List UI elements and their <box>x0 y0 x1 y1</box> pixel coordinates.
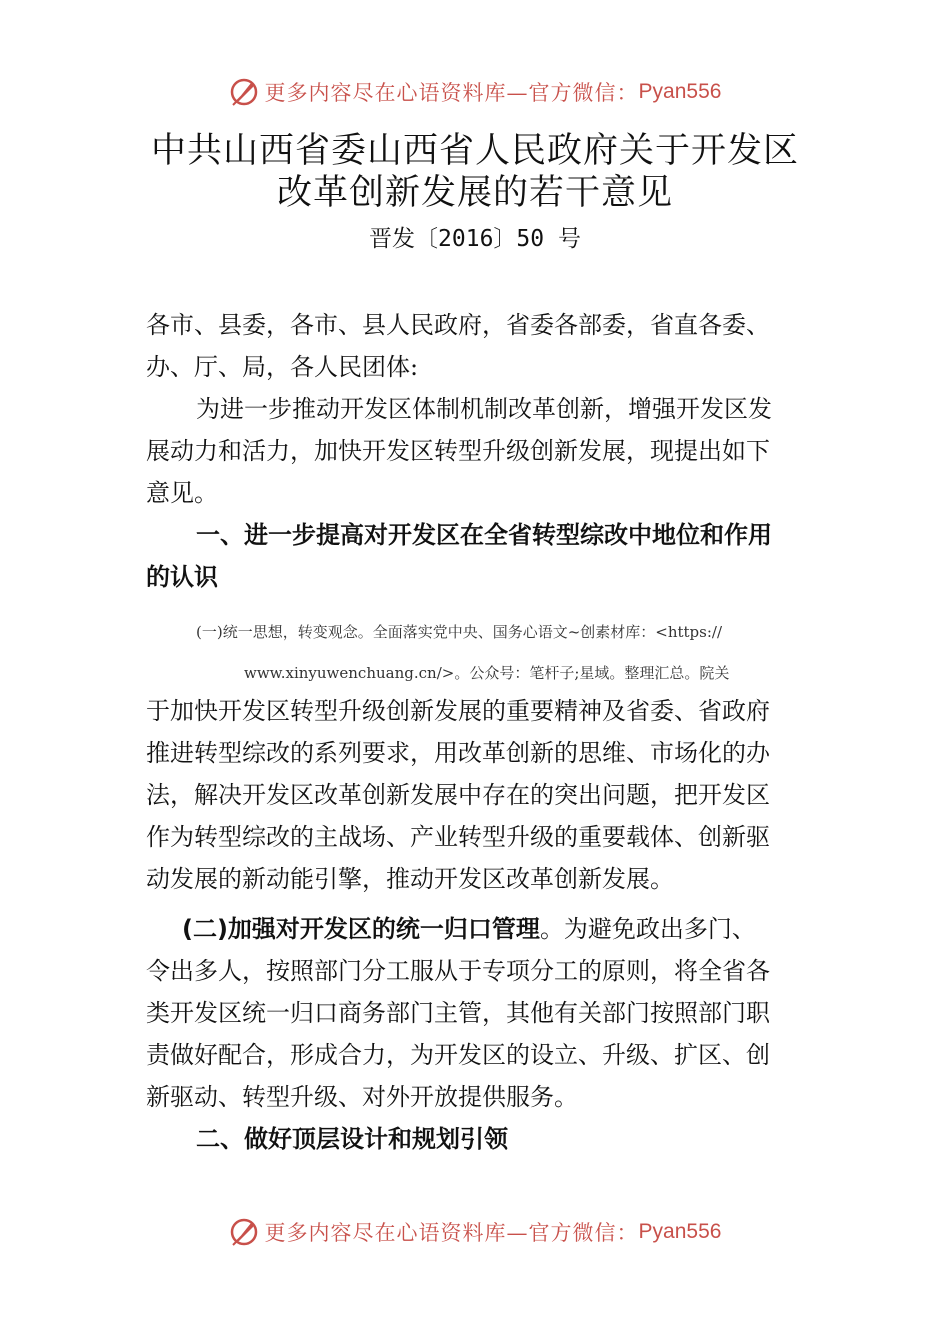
paragraph-line: 作为转型综改的主战场、产业转型升级的重要载体、创新驱 <box>146 823 770 851</box>
quill-logo-icon <box>229 77 259 107</box>
paragraph-line <box>182 914 756 944</box>
wechat-id: Pyan556 <box>638 1220 722 1243</box>
paragraph-text: 。为避免政出多门、 <box>539 915 756 943</box>
intro-line: 为进一步推动开发区体制机制改革创新，增强开发区发 <box>196 395 772 423</box>
small-text-line: (一)统一思想，转变观念。全面落实党中央、国务心语文~创素材库：<https:// <box>196 623 723 641</box>
salutation-line: 各市、县委，各市、县人民政府，省委各部委，省直各委、 <box>146 311 770 339</box>
paragraph-line: 推进转型综改的系列要求，用改革创新的思维、市场化的办 <box>146 739 770 767</box>
paragraph-line: 于加快开发区转型升级创新发展的重要精神及省委、省政府 <box>146 697 770 725</box>
paragraph-line: 类开发区统一归口商务部门主管，其他有关部门按照部门职 <box>146 999 770 1027</box>
paragraph-line: 动发展的新动能引擎，推动开发区改革创新发展。 <box>146 865 674 893</box>
paragraph-line: 新驱动、转型升级、对外开放提供服务。 <box>146 1083 578 1111</box>
bottom-banner <box>0 1212 950 1252</box>
quill-logo-icon <box>229 1217 259 1247</box>
subsection-heading: (二)加强对开发区的统一归口管理 <box>182 915 540 943</box>
top-banner <box>0 72 950 112</box>
doc-number: 晋发〔2016〕50 号 <box>369 226 581 252</box>
section-heading: 的认识 <box>146 563 218 591</box>
banner-text: 更多内容尽在心语资料库—官方微信： <box>264 81 639 105</box>
banner-text: 更多内容尽在心语资料库—官方微信： <box>264 1221 639 1245</box>
paragraph-line: 法，解决开发区改革创新发展中存在的突出问题，把开发区 <box>146 781 770 809</box>
section-heading: 二、做好顶层设计和规划引领 <box>196 1125 508 1153</box>
intro-line: 展动力和活力，加快开发区转型升级创新发展，现提出如下 <box>146 437 770 465</box>
section-heading: 一、进一步提高对开发区在全省转型综改中地位和作用 <box>196 521 772 549</box>
paragraph-line: 责做好配合，形成合力，为开发区的设立、升级、扩区、创 <box>146 1041 770 1069</box>
paragraph-line: 令出多人，按照部门分工服从于专项分工的原则，将全省各 <box>146 957 770 985</box>
doc-title-line2: 改革创新发展的若干意见 <box>276 173 673 213</box>
doc-title-line1: 中共山西省委山西省人民政府关于开发区 <box>150 131 799 171</box>
intro-line: 意见。 <box>146 479 218 507</box>
wechat-id: Pyan556 <box>638 80 722 103</box>
salutation-line: 办、厅、局，各人民团体: <box>146 353 419 381</box>
small-text-line: www.xinyuwenchuang.cn/>。公众号：笔杆子;星域。整理汇总。院关 <box>244 664 730 682</box>
